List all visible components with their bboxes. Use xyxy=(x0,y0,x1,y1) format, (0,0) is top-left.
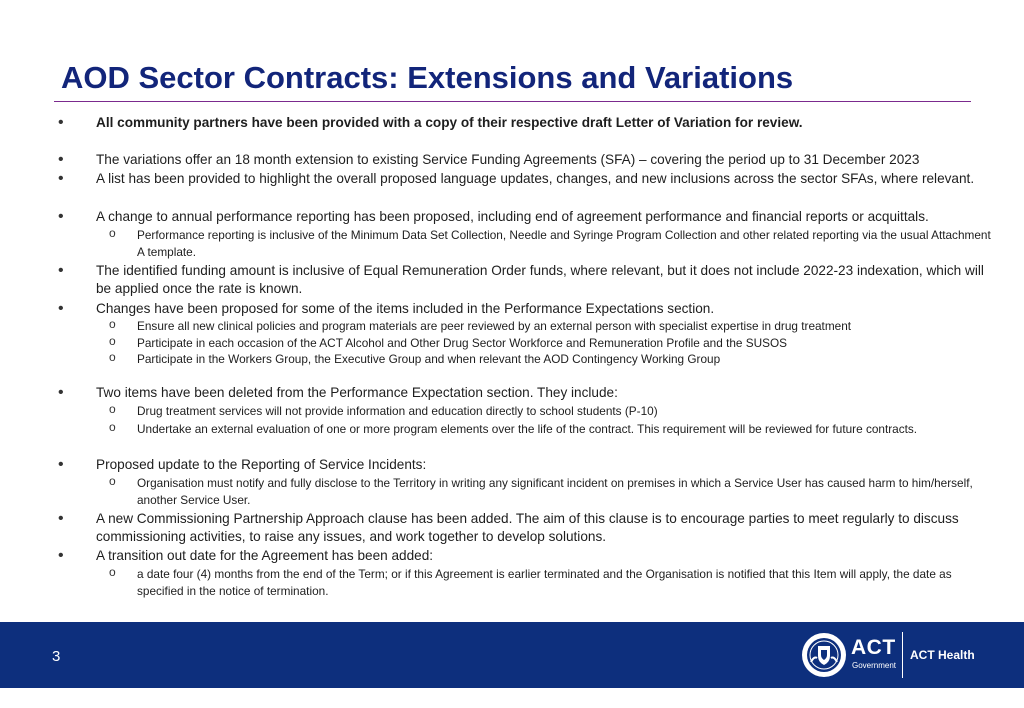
list-item-text: Proposed update to the Reporting of Service Incidents: xyxy=(96,457,427,472)
list-item-text: A list has been provided to highlight the overall proposed language updates, changes, and new inclusions across the sector SFAs, where relevant. xyxy=(96,171,975,186)
logo-act-health-text: ACT Health xyxy=(910,648,975,662)
sub-bullet-marker: o xyxy=(109,565,116,579)
sub-bullet-marker: o xyxy=(109,474,116,488)
bullet-marker: • xyxy=(58,114,64,131)
sub-bullet-marker: o xyxy=(109,334,116,348)
list-item-text: The identified funding amount is inclusive of Equal Remuneration Order funds, where relevant, but it does not include 2022-23 indexation, which will be applied once the rate is known. xyxy=(96,263,984,296)
sub-list-item-text: a date four (4) months from the end of the Term; or if this Agreement is earlier terminated and the Organisation is notified that this Item will apply, the date as specified in the notice of termination. xyxy=(137,567,952,598)
bullet-marker: • xyxy=(58,151,64,168)
list-item-text: All community partners have been provided with a copy of their respective draft Letter of Variation for review. xyxy=(96,115,803,130)
list-item-text: The variations offer an 18 month extension to existing Service Funding Agreements (SFA) – covering the period up to 31 December 2023 xyxy=(96,152,920,167)
sub-list-item-text: Performance reporting is inclusive of the Minimum Data Set Collection, Needle and Syringe Program Collection and other related reporting via the usual Attachment A template. xyxy=(137,228,991,259)
sub-list-item-text: Participate in each occasion of the ACT Alcohol and Other Drug Sector Workforce and Remuneration Profile and the SUSOS xyxy=(137,336,788,350)
bullet-marker: • xyxy=(58,547,64,564)
page-number: 3 xyxy=(52,648,61,665)
sub-list-item-text: Undertake an external evaluation of one or more program elements over the life of the contract. This requirement will be reviewed for future contracts. xyxy=(137,422,918,436)
sub-bullet-marker: o xyxy=(109,420,116,434)
sub-list-item-text: Ensure all new clinical policies and program materials are peer reviewed by an external person with specialist expertise in drug treatment xyxy=(137,319,852,333)
sub-bullet-marker: o xyxy=(109,317,116,331)
sub-bullet-marker: o xyxy=(109,350,116,364)
list-item-text: A new Commissioning Partnership Approach clause has been added. The aim of this clause is to encourage parties to meet regularly to discuss commissioning activities, to raise any issues, and work together to develop solutions. xyxy=(96,511,959,544)
bullet-marker: • xyxy=(58,384,64,401)
sub-list-item-text: Drug treatment services will not provide information and education directly to school students (P-10) xyxy=(137,404,658,418)
list-item-text: Two items have been deleted from the Performance Expectation section. They include: xyxy=(96,385,618,400)
bullet-marker: • xyxy=(58,456,64,473)
sub-bullet-marker: o xyxy=(109,226,116,240)
bullet-marker: • xyxy=(58,208,64,225)
bullet-marker: • xyxy=(58,262,64,279)
bullet-marker: • xyxy=(58,300,64,317)
footer-band xyxy=(0,622,1024,688)
logo-government-text: Government xyxy=(852,661,897,670)
sub-list-item-text: Organisation must notify and fully disclose to the Territory in writing any significant incident on premises in which a Service User has caused harm to him/herself, another Service User. xyxy=(137,476,973,507)
sub-bullet-marker: o xyxy=(109,402,116,416)
act-coat-of-arms-icon xyxy=(801,632,847,678)
list-item-text: Changes have been proposed for some of the items included in the Performance Expectations section. xyxy=(96,301,715,316)
bullet-marker: • xyxy=(58,510,64,527)
sub-list-item-text: Participate in the Workers Group, the Executive Group and when relevant the AOD Contingency Working Group xyxy=(137,352,721,366)
bullet-marker: • xyxy=(58,170,64,187)
list-item-text: A transition out date for the Agreement has been added: xyxy=(96,548,434,563)
act-health-logo xyxy=(801,630,991,682)
page-title: AOD Sector Contracts: Extensions and Variations xyxy=(61,60,794,95)
logo-act-text: ACT xyxy=(851,636,896,659)
list-item-text: A change to annual performance reporting has been proposed, including end of agreement performance and financial reports or acquittals. xyxy=(96,209,929,224)
logo-divider xyxy=(902,632,903,678)
